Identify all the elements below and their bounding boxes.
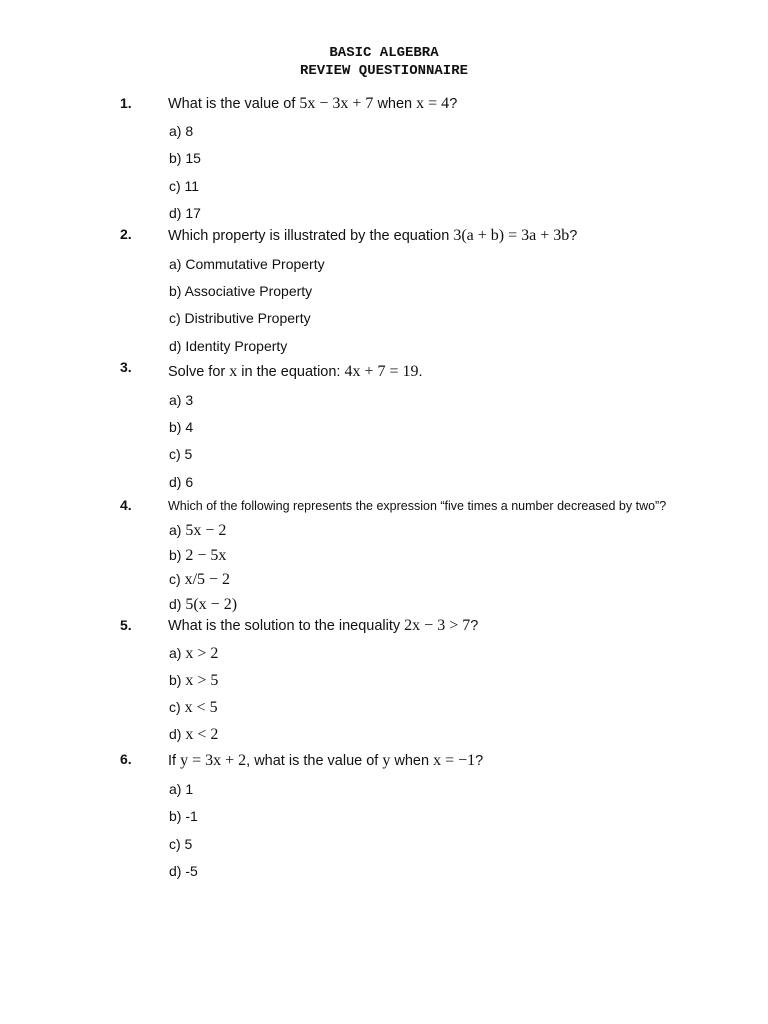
answer-option: d) x < 2 — [169, 726, 219, 743]
answer-option: b) 2 − 5x — [169, 547, 227, 564]
math-expression: y = 3x + 2 — [180, 752, 247, 769]
answer-option: a) 3 — [169, 392, 194, 408]
answer-option: a) 5x − 2 — [169, 522, 227, 539]
question-text: If y = 3x + 2, what is the value of y when x = −1? — [168, 752, 484, 769]
question-number: 6. — [120, 751, 132, 767]
question-number: 2. — [120, 226, 132, 242]
math-expression: 5x − 3x + 7 — [299, 95, 374, 112]
question-number: 3. — [120, 359, 132, 375]
math-expression: 5(x − 2) — [185, 596, 238, 613]
math-expression: x > 2 — [185, 645, 219, 662]
math-expression: x < 5 — [184, 699, 218, 716]
answer-option: c) x/5 − 2 — [169, 571, 231, 588]
math-expression: x < 2 — [185, 726, 219, 743]
math-expression: y — [382, 752, 391, 769]
answer-option: d) 17 — [169, 205, 201, 221]
math-expression: 2x − 3 > 7 — [404, 617, 471, 634]
question-number: 4. — [120, 497, 132, 513]
answer-option: d) Identity Property — [169, 338, 288, 354]
answer-option: b) x > 5 — [169, 672, 219, 689]
answer-option: c) Distributive Property — [169, 310, 311, 326]
answer-option: b) Associative Property — [169, 283, 313, 299]
question-text: What is the value of 5x − 3x + 7 when x = 4? — [168, 95, 458, 112]
answer-option: c) 5 — [169, 836, 193, 852]
math-expression: x = −1 — [433, 752, 476, 769]
math-expression: 4x + 7 = 19 — [344, 363, 419, 380]
document-title: BASIC ALGEBRA — [329, 45, 439, 61]
answer-option: d) 6 — [169, 474, 194, 490]
answer-option: d) 5(x − 2) — [169, 596, 238, 613]
answer-option: d) -5 — [169, 863, 198, 879]
answer-option: c) x < 5 — [169, 699, 218, 716]
question-number: 5. — [120, 617, 132, 633]
answer-option: b) 4 — [169, 419, 194, 435]
question-text: Which of the following represents the expression “five times a number decreased by two”? — [168, 499, 667, 513]
question-text: Which property is illustrated by the equation 3(a + b) = 3a + 3b? — [168, 227, 578, 244]
math-expression: 5x − 2 — [185, 522, 227, 539]
question-number: 1. — [120, 95, 132, 111]
question-text: Solve for x in the equation: 4x + 7 = 19. — [168, 363, 423, 380]
math-expression: x — [229, 363, 238, 380]
math-expression: 2 − 5x — [185, 547, 227, 564]
answer-option: a) Commutative Property — [169, 256, 325, 272]
answer-option: c) 11 — [169, 178, 200, 194]
answer-option: a) x > 2 — [169, 645, 219, 662]
document-subtitle: REVIEW QUESTIONNAIRE — [299, 63, 469, 79]
answer-option: c) 5 — [169, 446, 193, 462]
answer-option: a) 8 — [169, 123, 194, 139]
math-expression: x/5 − 2 — [184, 571, 231, 588]
math-expression: x > 5 — [185, 672, 219, 689]
answer-option: a) 1 — [169, 781, 194, 797]
question-text: What is the solution to the inequality 2x − 3 > 7? — [168, 617, 479, 634]
answer-option: b) 15 — [169, 150, 201, 166]
math-expression: x = 4 — [416, 95, 450, 112]
math-expression: 3(a + b) = 3a + 3b — [453, 227, 570, 244]
answer-option: b) -1 — [169, 808, 198, 824]
